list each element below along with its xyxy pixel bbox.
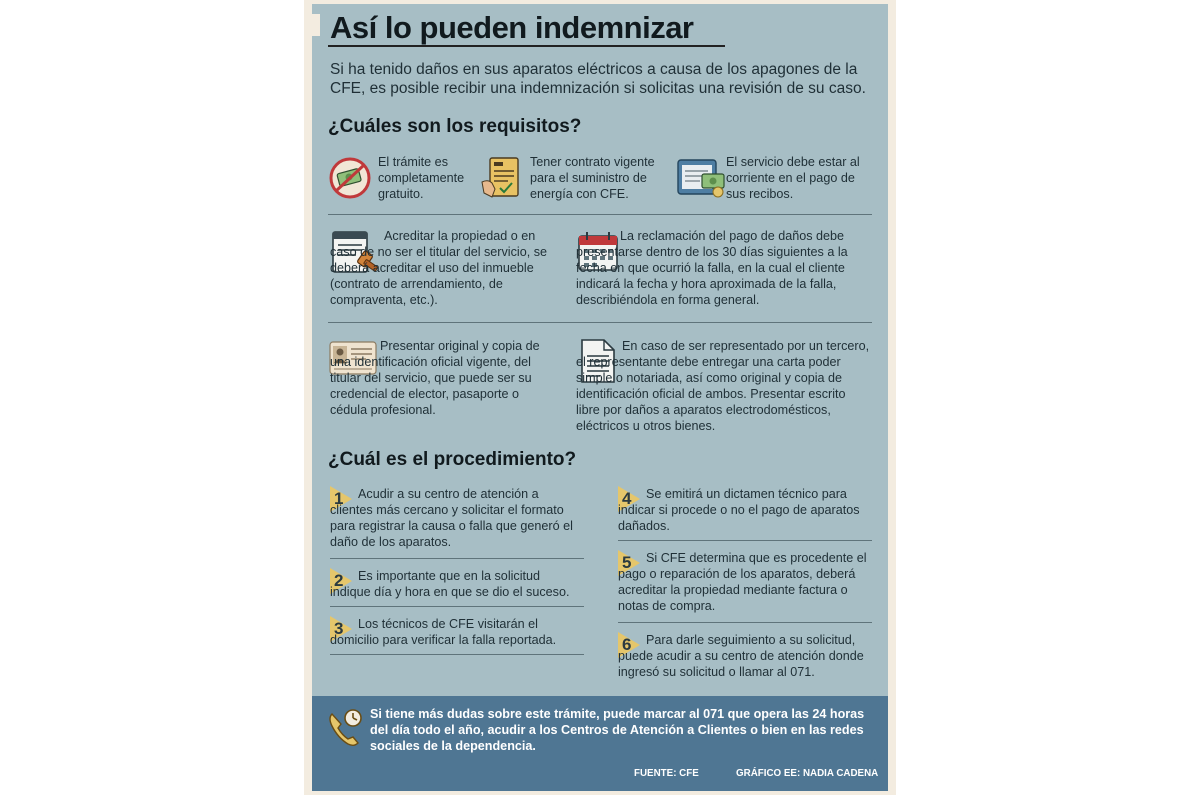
procedure-heading: ¿Cuál es el procedimiento?	[328, 449, 577, 470]
step-number: 5	[622, 553, 632, 572]
step-number: 4	[622, 489, 632, 508]
requirements-heading: ¿Cuáles son los requisitos?	[328, 116, 582, 137]
step-text: Acudir a su centro de atención a clientes más cercano y solicitar el formato para registrar la causa o falla que generó el daño de los aparatos.	[330, 487, 573, 549]
requirement-text: Acreditar la propiedad o en caso de no ser el titular del servicio, se deberá acreditar el uso del inmueble (contrato de arrendamiento, de compraventa, etc.).	[330, 229, 547, 307]
requirement-text: Tener contrato vigente para el suministro de energía con CFE.	[530, 155, 655, 201]
divider	[330, 654, 584, 655]
contract-icon	[480, 155, 524, 201]
title-underline	[328, 45, 725, 47]
step-number: 1	[334, 489, 344, 508]
step-number: 6	[622, 635, 632, 654]
title-tab-accent	[312, 14, 320, 36]
requirement-text: Presentar original y copia de una identificación oficial vigente, del titular del servicio, que puede ser su credencial de elector, pasaporte o cédula profesional.	[330, 339, 540, 417]
divider	[328, 322, 872, 323]
page-title: Así lo pueden indemnizar	[330, 10, 694, 45]
step-number: 2	[334, 571, 344, 590]
divider	[618, 540, 872, 541]
divider	[330, 606, 584, 607]
phone-clock-icon	[326, 708, 364, 746]
requirement-text: En caso de ser representado por un tercero, el representante debe entregar una carta poder simple o notariada, así como original y copia de identificación oficial de ambos. Presentar escrito libre por daños a aparatos electrodomésticos, eléctricos u otros bienes.	[576, 339, 870, 433]
step-text: Se emitirá un dictamen técnico para indicar si procede o no el pago de aparatos dañados.	[618, 487, 860, 533]
footer-text: Si tiene más dudas sobre este trámite, puede marcar al 071 que opera las 24 horas del día todo el año, acudir a los Centros de Atención a Clientes o bien en las redes sociales de la dependencia.	[370, 707, 865, 753]
step-text: Es importante que en la solicitud indique día y hora en que se dio el suceso.	[330, 569, 570, 599]
source-credit: FUENTE: CFE	[634, 768, 699, 779]
requirement-text: El servicio debe estar al corriente en el pago de sus recibos.	[726, 155, 860, 201]
infographic-panel	[312, 4, 888, 791]
divider	[328, 214, 872, 215]
footer-banner	[312, 696, 888, 791]
graphic-credit: GRÁFICO EE: NADIA CADENA	[736, 768, 879, 779]
step-text: Si CFE determina que es procedente el pago o reparación de los aparatos, deberá acreditar la propiedad mediante factura o notas de compra.	[618, 551, 867, 613]
requirement-text: El trámite es completamente gratuito.	[378, 155, 465, 201]
divider	[330, 558, 584, 559]
no-money-icon	[328, 156, 374, 200]
intro-text: Si ha tenido daños en sus aparatos eléctricos a causa de los apagones de la CFE, es posible recibir una indemnización si solicitas una revisión de su caso.	[330, 61, 866, 97]
bill-payment-icon	[676, 156, 726, 200]
step-number: 3	[334, 619, 344, 638]
step-text: Para darle seguimiento a su solicitud, puede acudir a su centro de atención donde ingresó su solicitud o llamar al 071.	[618, 633, 864, 679]
requirement-text: La reclamación del pago de daños debe presentarse dentro de los 30 días siguientes a la fecha en que ocurrió la falla, en la cual el cliente indicará la fecha y hora aproximada de la falla, describiéndola en forma general.	[576, 229, 848, 307]
step-text: Los técnicos de CFE visitarán el domicilio para verificar la falla reportada.	[330, 617, 557, 647]
divider	[618, 622, 872, 623]
